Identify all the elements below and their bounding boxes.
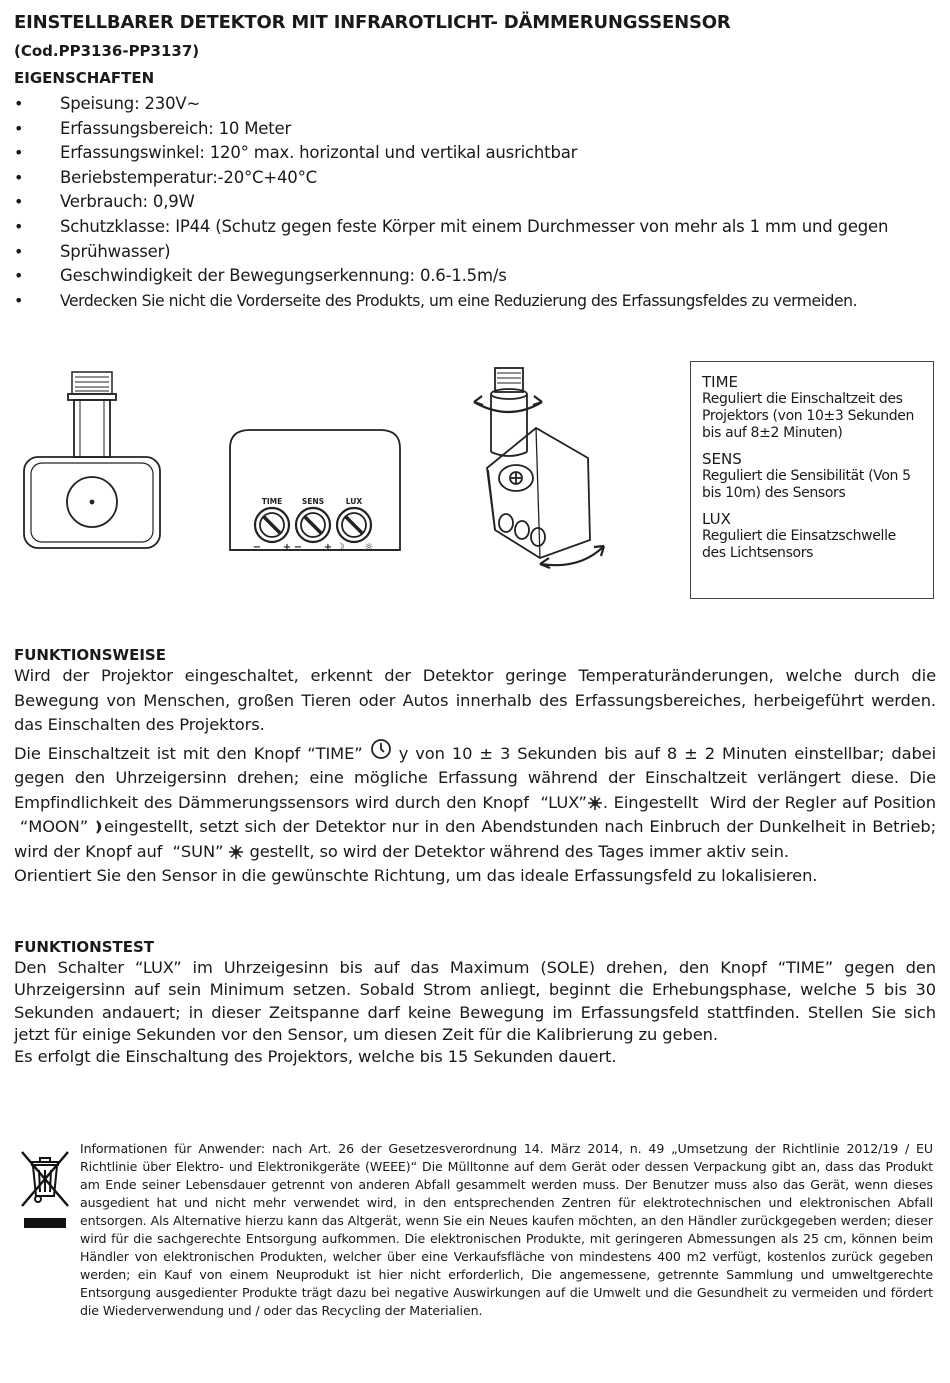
list-item: • Erfassungsbereich: 10 Meter xyxy=(14,117,939,142)
weee-disclaimer: Informationen für Anwender: nach Art. 26 der Gesetzesverordnung 14. März 2014, n. 49 „Umsetzung der Richtlinie 2012/19 / EU Richtlinie über Elektro- und Elektronikgeräte (WEEE)“ Die Mülltonne auf dem Gerät oder dessen Verpackung gibt an, dass das Produkt am Ende seiner Lebensdauer getrennt von anderen Abfall gesammelt werden muss. Der Benutzer muss also das Gerät, wenn dieses ausgedient hat und nicht mehr verwendet wird, in den entsprechenden Zentren für elektrotechnischen und elektronischen Abfall entsorgen. Als Alternative hierzu kann das Altgerät, wenn Sie ein Neues kaufen möchten, an den Händler zurückgegeben werden; dieser wird für die sachgerechte Entsorgung aufkommen. Die elektronischen Produkte, mit geringeren Abmessungen als 25 cm, können beim Händler von elektronischen Produkten, welcher über eine Verkaufsfläche von mindestens 400 m2 verfügt, kostenlos zurück gegeben werden; ein Kauf von einem Neuprodukt ist hier nicht erforderlich, Die angemessene, getrennte Sammlung und umweltgerechte Entsorgung ausgedienter Produkte trägt dazu bei negative Auswirkungen auf die Umwelt und die Gesundheit zu vermeiden und fördert die Wiederverwendung und / oder das Recycling der Materialien. xyxy=(80,1141,933,1318)
list-item: • Sprühwasser) xyxy=(14,240,939,265)
list-item: • Beriebstemperatur:-20°C+40°C xyxy=(14,166,939,191)
legend-item-lux: LUX Reguliert die Einsatzschwelle des Lichtsensors xyxy=(702,510,896,561)
detector-perspective-view xyxy=(474,368,604,568)
list-item: • Verbrauch: 0,9W xyxy=(14,190,939,215)
controls-legend xyxy=(690,361,934,599)
knob-sign-minus: − xyxy=(293,542,303,553)
knob-label-sens: SENS xyxy=(301,497,325,506)
legend-item-sens: SENS Reguliert die Sensibilität (Von 5 bis 10m) des Sensors xyxy=(702,450,911,501)
list-item: • Geschwindigkeit der Bewegungserkennung: 0.6-1.5m/s xyxy=(14,264,939,289)
list-item: • Erfassungswinkel: 120° max. horizontal und vertikal ausrichtbar xyxy=(14,141,939,166)
detector-control-panel xyxy=(230,430,400,550)
test-heading: FUNKTIONSTEST xyxy=(14,938,155,956)
knob-sign-minus: − xyxy=(252,542,262,553)
list-item: • Speisung: 230V~ xyxy=(14,92,939,117)
product-code: (Cod.PP3136-PP3137) xyxy=(14,42,200,60)
function-paragraph: Orientiert Sie den Sensor in die gewünschte Richtung, um das ideale Erfassungsfeld zu lokalisieren. xyxy=(14,866,818,885)
knob-time-icon xyxy=(255,508,289,542)
sun-icon xyxy=(587,796,603,810)
sun-icon xyxy=(228,845,244,859)
legend-item-time: TIME Reguliert die Einschaltzeit des Projektors (von 10±3 Sekunden bis auf 8±2 Minuten) xyxy=(702,373,915,441)
knob-sign-plus: + xyxy=(282,542,292,553)
detector-front-view xyxy=(24,372,160,548)
function-text xyxy=(14,664,936,889)
test-paragraph: Es erfolgt die Einschaltung des Projektors, welche bis 15 Sekunden dauert. xyxy=(14,1047,617,1067)
properties-heading: EIGENSCHAFTEN xyxy=(14,69,155,87)
function-paragraph: Wird der Projektor eingeschaltet, erkennt der Detektor geringe Temperaturänderungen, welche durch die Bewegung von Menschen, großen Tieren oder Autos innerhalb des Erfassungsbereiches, herbeigeführt werden. das Einschalten des Projektors. xyxy=(14,666,936,734)
moon-icon xyxy=(94,820,104,834)
list-item: • Verdecken Sie nicht die Vorderseite des Produkts, um eine Reduzierung des Erfassungsfeldes zu vermeiden. xyxy=(14,289,939,314)
clock-icon xyxy=(370,738,392,760)
test-paragraph: Den Schalter “LUX” im Uhrzeigesinn bis auf das Maximum (SOLE) drehen, den Knopf “TIME” gegen den Uhrzeigersinn auf sein Minimum setzen. Sobald Strom anliegt, beginnt die Erhebungsphase, welche 5 bis 30 Sekunden andauert; in dieser Zeitspanne darf keine Bewegung im Erfassungsfeld stattfinden. Stellen Sie sich jetzt für einige Sekunden vor den Sensor, um diesen Zeit für die Kalibrierung zu geben. xyxy=(14,958,936,1044)
knob-lux-icon xyxy=(337,508,371,542)
properties-list xyxy=(14,92,939,313)
knob-sens-icon xyxy=(296,508,330,542)
moon-icon: ☽ xyxy=(335,542,345,553)
knob-label-time: TIME xyxy=(261,497,283,506)
list-item: • Schutzklasse: IP44 (Schutz gegen feste Körper mit einem Durchmesser von mehr als 1 mm und gegen xyxy=(14,215,939,240)
test-text xyxy=(14,957,936,1068)
weee-bin-icon xyxy=(18,1148,72,1230)
knob-sign-plus: + xyxy=(323,542,333,553)
page-title: EINSTELLBARER DETEKTOR MIT INFRAROTLICHT- DÄMMERUNGSSENSOR xyxy=(14,12,731,33)
sun-icon: ☼ xyxy=(364,542,374,553)
function-heading: FUNKTIONSWEISE xyxy=(14,646,166,664)
function-paragraph: Die Einschaltzeit ist mit den Knopf “TIME” y von 10 ± 3 Sekunden bis auf 8 ± 2 Minuten einstellbar; dabei gegen den Uhrzeigersinn drehen; eine mögliche Erfassung während der Einschaltzeit verlängert diese. Die Empfindlichkeit des Dämmerungssensors wird durch den Knopf “LUX” . Eingestellt Wird der Regler auf Position “MOON” eingestellt, setzt sich der Detektor nur in den Abendstunden nach Einbruch der Dunkelheit in Betrieb; wird der Knopf auf “SUN” gestellt, so wird der Detektor während des Tages immer aktiv sein. xyxy=(14,738,936,865)
knob-label-lux: LUX xyxy=(345,497,363,506)
